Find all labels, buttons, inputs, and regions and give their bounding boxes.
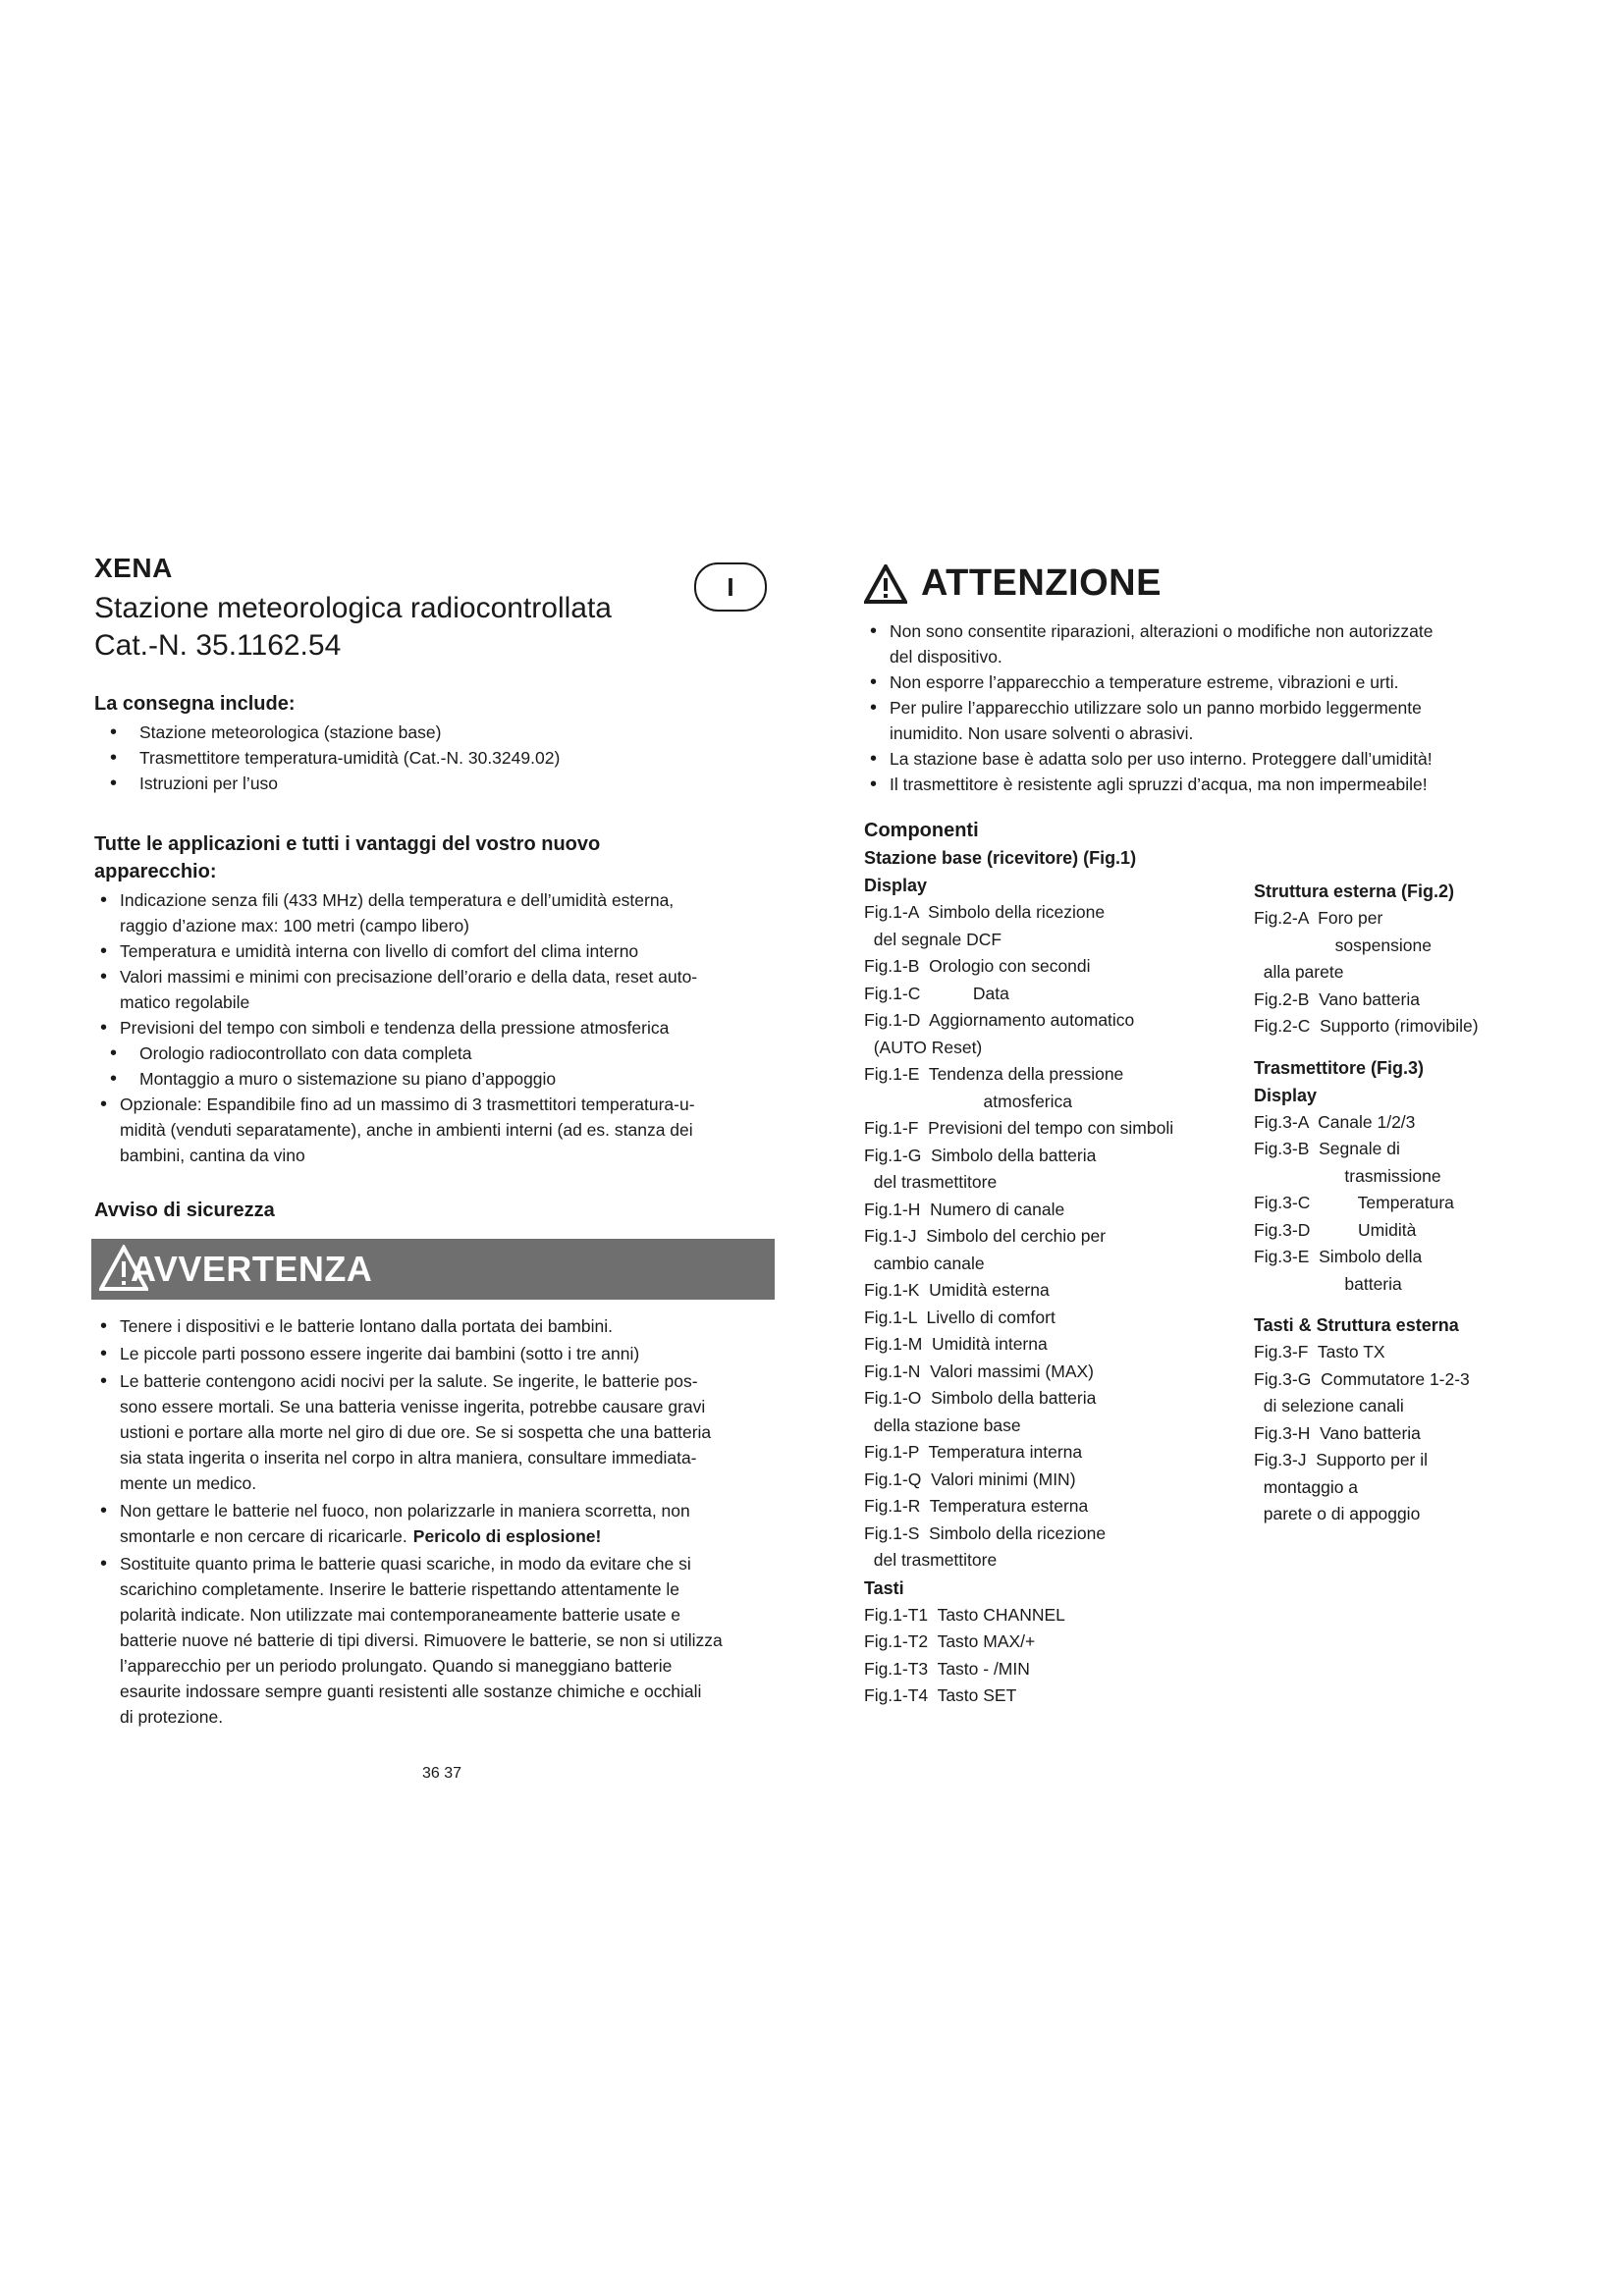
keys-rows: [864, 1602, 1237, 1710]
text-line: matico regolabile: [120, 992, 250, 1012]
component-row: Fig.2-C Supporto (rimovibile): [1254, 1016, 1479, 1036]
component-row: trasmissione: [1254, 1165, 1441, 1186]
component-row: atmosferica: [864, 1091, 1072, 1111]
text-line: • Il trasmettitore è resistente agli spruzzi d’acqua, ma non impermeabile!: [890, 774, 1428, 794]
text-line: [120, 1551, 782, 1576]
text-segment: Le batterie contengono acidi nocivi per la salute. Se ingerite, le batterie pos-: [120, 1371, 698, 1391]
component-row: Fig.2-A Foro per: [1254, 908, 1383, 928]
brand-name: XENA: [94, 553, 173, 583]
component-row: Fig.1-K Umidità esterna: [864, 1280, 1050, 1300]
list-item: • Stazione meteorologica (stazione base): [94, 720, 782, 745]
keys-structure-rows: [1254, 1339, 1548, 1528]
text-line: [120, 1628, 782, 1653]
delivery-list: [94, 720, 782, 796]
text-line: [120, 1470, 782, 1496]
text-line: • Valori massimi e minimi con precisazione dell’orario e della data, reset auto-: [120, 967, 698, 987]
structure-rows: [1254, 905, 1548, 1041]
key-row: Fig.1-T4 Tasto SET: [864, 1685, 1017, 1705]
transmitter-rows: [1254, 1109, 1548, 1299]
delivery-heading: La consegna include:: [94, 693, 296, 715]
text-line: [120, 1523, 782, 1549]
list-item: [94, 964, 782, 1015]
component-row: Fig.1-D Aggiornamento automatico: [864, 1010, 1135, 1030]
component-row: Fig.1-C Data: [864, 983, 1009, 1003]
component-row: Fig.3-F Tasto TX: [1254, 1342, 1385, 1362]
component-row: Fig.3-H Vano batteria: [1254, 1422, 1421, 1443]
text-segment: di protezione.: [120, 1707, 224, 1727]
text-line: [120, 1602, 782, 1628]
list-item: [864, 695, 1532, 746]
text-line: [120, 1653, 782, 1679]
component-row: Fig.1-R Temperatura esterna: [864, 1496, 1089, 1516]
text-segment: Tenere i dispositivi e le batterie lontano dalla portata dei bambini.: [120, 1316, 613, 1336]
applications-section: [94, 830, 782, 1168]
list-item: • Trasmettitore temperatura-umidità (Cat.-N. 30.3249.02): [94, 745, 782, 771]
text-segment: Non gettare le batterie nel fuoco, non polarizzarle in maniera scorretta, non: [120, 1501, 690, 1521]
key-row: Fig.1-T3 Tasto - /MIN: [864, 1658, 1030, 1679]
text-line: [120, 1394, 782, 1419]
list-item: [94, 887, 782, 938]
component-row: del segnale DCF: [864, 929, 1002, 949]
text-segment: polarità indicate. Non utilizzate mai contemporaneamente batterie usate e: [120, 1605, 681, 1625]
component-row: sospensione: [1254, 934, 1432, 955]
safety-heading: Avviso di sicurezza: [94, 1200, 275, 1221]
text-segment: sia stata ingerita o inserita nel corpo in altra maniera, consultare immediata-: [120, 1448, 697, 1468]
text-segment: Le piccole parti possono essere ingerite dai bambini (sotto i tre anni): [120, 1344, 640, 1363]
component-row: Fig.1-N Valori massimi (MAX): [864, 1361, 1095, 1381]
list-item: [94, 1368, 782, 1496]
text-line: • Non sono consentite riparazioni, alterazioni o modifiche non autorizzate: [890, 621, 1434, 641]
text-line: • Montaggio a muro o sistemazione su piano d’appoggio: [139, 1069, 557, 1089]
key-row: Fig.1-T2 Tasto MAX/+: [864, 1631, 1036, 1651]
list-item: [94, 1092, 782, 1168]
text-line: • Indicazione senza fili (433 MHz) della temperatura e dell’umidità esterna,: [120, 890, 675, 910]
component-row: batteria: [1254, 1273, 1402, 1294]
component-row: cambio canale: [864, 1253, 985, 1273]
component-row: (AUTO Reset): [864, 1037, 983, 1057]
keys-heading: Tasti: [864, 1577, 904, 1598]
text-line: • Non esporre l’apparecchio a temperature estreme, vibrazioni e urti.: [890, 672, 1399, 692]
structure-heading: Struttura esterna (Fig.2): [1254, 881, 1455, 901]
display-rows: [864, 899, 1237, 1575]
text-line: inumidito. Non usare solventi o abrasivi.: [890, 723, 1194, 743]
list-item: [94, 1341, 782, 1366]
list-item: [94, 1041, 782, 1066]
component-row: della stazione base: [864, 1415, 1021, 1435]
text-line: • Per pulire l’apparecchio utilizzare solo un panno morbido leggermente: [890, 698, 1422, 718]
list-item: [94, 1551, 782, 1730]
warning-label: AVVERTENZA: [131, 1249, 373, 1289]
component-row: di selezione canali: [1254, 1396, 1404, 1415]
text-line: • Opzionale: Espandibile fino ad un massimo di 3 trasmettitori temperatura-u-: [120, 1095, 695, 1114]
attention-list: [864, 618, 1532, 797]
attention-heading: [864, 562, 1162, 605]
components-heading: Componenti: [864, 820, 979, 841]
list-item: [864, 746, 1532, 772]
component-row: Fig.1-Q Valori minimi (MIN): [864, 1468, 1076, 1489]
text-line: [120, 1704, 782, 1730]
component-row: montaggio a: [1254, 1476, 1359, 1497]
attention-title: ATTENZIONE: [921, 562, 1162, 604]
component-row: Fig.2-B Vano batteria: [1254, 988, 1420, 1009]
language-badge: I: [694, 562, 767, 612]
text-segment: mente un medico.: [120, 1473, 257, 1493]
text-segment: sono essere mortali. Se una batteria venisse ingerita, potrebbe causare gravi: [120, 1397, 706, 1416]
component-row: Fig.1-O Simbolo della batteria: [864, 1388, 1097, 1408]
component-row: Fig.1-S Simbolo della ricezione: [864, 1522, 1107, 1543]
component-row: Fig.3-B Segnale di: [1254, 1139, 1400, 1158]
component-row: Fig.3-C Temperatura: [1254, 1193, 1454, 1212]
delivery-section: [94, 693, 782, 796]
text-line: [120, 1445, 782, 1470]
text-line: • La stazione base è adatta solo per uso interno. Proteggere dall’umidità!: [890, 749, 1433, 769]
list-item-text: [94, 1092, 782, 1168]
text-line: del dispositivo.: [890, 647, 1002, 667]
text-line: • Orologio radiocontrollato con data completa: [139, 1043, 472, 1063]
warnings-list: [94, 1313, 782, 1732]
list-item: [94, 1498, 782, 1549]
component-row: del trasmettitore: [864, 1172, 998, 1192]
component-row: Fig.1-M Umidità interna: [864, 1334, 1048, 1354]
list-item: [94, 1313, 782, 1339]
text-line: bambini, cantina da vino: [120, 1146, 305, 1165]
applications-heading: [94, 830, 782, 885]
component-row: parete o di appoggio: [1254, 1504, 1421, 1523]
text-line: [120, 1576, 782, 1602]
component-row: Fig.1-L Livello di comfort: [864, 1307, 1056, 1327]
text-segment: ustioni e portare alla morte nel giro di due ore. Se si sospetta che una batteria: [120, 1422, 712, 1442]
warning-banner: [91, 1239, 775, 1300]
list-item-text: [94, 1066, 782, 1092]
warning-emphasis: Pericolo di esplosione!: [412, 1526, 602, 1546]
component-row: Fig.1-F Previsioni del tempo con simboli: [864, 1118, 1174, 1138]
text-segment: esaurite indossare sempre guanti resistenti alle sostanze chimiche e occhiali: [120, 1682, 702, 1701]
component-row: alla parete: [1254, 962, 1344, 982]
applications-heading-line2: apparecchio:: [94, 861, 217, 882]
text-line: raggio d’azione max: 100 metri (campo libero): [120, 916, 469, 935]
applications-list: [94, 887, 782, 1168]
component-row: Fig.1-H Numero di canale: [864, 1199, 1065, 1219]
components-left: [864, 817, 1237, 1710]
key-row: Fig.1-T1 Tasto CHANNEL: [864, 1604, 1065, 1625]
component-row: Fig.1-G Simbolo della batteria: [864, 1145, 1097, 1165]
text-segment: scarichino completamente. Inserire le batterie rispettando attentamente le: [120, 1579, 680, 1599]
text-line: [120, 1341, 782, 1366]
catalog-number: Cat.-N. 35.1162.54: [94, 629, 342, 662]
text-line: midità (venduti separatamente), anche in ambienti interni (ad es. stanza dei: [120, 1120, 693, 1140]
component-row: Fig.3-G Commutatore 1-2-3: [1254, 1368, 1470, 1389]
text-line: • Previsioni del tempo con simboli e tendenza della pressione atmosferica: [120, 1018, 670, 1038]
text-line: • Temperatura e umidità interna con livello di comfort del clima interno: [120, 941, 639, 961]
component-row: Fig.3-E Simbolo della: [1254, 1247, 1423, 1266]
warning-triangle-icon: [864, 564, 907, 604]
transmitter-display-heading: Display: [1254, 1085, 1318, 1105]
list-item-text: [94, 1041, 782, 1066]
text-line: [120, 1313, 782, 1339]
list-item: • Istruzioni per l’uso: [94, 771, 782, 796]
transmitter-heading: Trasmettitore (Fig.3): [1254, 1057, 1425, 1078]
text-line: [120, 1498, 782, 1523]
list-item-text: [94, 938, 782, 964]
component-row: Fig.1-P Temperatura interna: [864, 1442, 1083, 1462]
product-title: Stazione meteorologica radiocontrollata: [94, 592, 612, 624]
text-line: [120, 1368, 782, 1394]
list-item: [864, 669, 1532, 695]
list-item-text: [94, 1015, 782, 1041]
component-row: Fig.3-D Umidità: [1254, 1219, 1417, 1240]
list-item: [864, 772, 1532, 797]
component-row: Fig.3-A Canale 1/2/3: [1254, 1111, 1416, 1132]
component-row: Fig.1-B Orologio con secondi: [864, 956, 1091, 976]
text-line: [120, 1679, 782, 1704]
text-line: [120, 1419, 782, 1445]
display-heading: Display: [864, 876, 928, 895]
keys-structure-heading: Tasti & Struttura esterna: [1254, 1315, 1459, 1335]
text-segment: Sostituite quanto prima le batterie quasi scariche, in modo da evitare che si: [120, 1554, 691, 1574]
components-right: [1254, 878, 1548, 1528]
list-item: [94, 1066, 782, 1092]
list-item: [94, 1015, 782, 1041]
text-segment: l’apparecchio per un periodo prolungato. Quando si maneggiano batterie: [120, 1656, 673, 1676]
component-row: Fig.1-J Simbolo del cerchio per: [864, 1226, 1107, 1246]
applications-heading-line1: Tutte le applicazioni e tutti i vantaggi del vostro nuovo: [94, 833, 601, 855]
list-item: [94, 938, 782, 964]
base-heading: Stazione base (ricevitore) (Fig.1): [864, 848, 1137, 868]
text-segment: smontarle e non cercare di ricaricarle.: [120, 1526, 407, 1546]
component-row: Fig.1-A Simbolo della ricezione: [864, 902, 1106, 922]
page-numbers: 36 37: [422, 1765, 462, 1782]
text-segment: batterie nuove né batterie di tipi diversi. Rimuovere le batterie, se non si utilizza: [120, 1630, 723, 1650]
component-row: Fig.3-J Supporto per il: [1254, 1450, 1429, 1469]
component-row: Fig.1-E Tendenza della pressione: [864, 1064, 1124, 1084]
list-item: [864, 618, 1532, 669]
list-item-text: [94, 964, 782, 1015]
list-item-text: [94, 887, 782, 938]
component-row: del trasmettitore: [864, 1550, 998, 1570]
